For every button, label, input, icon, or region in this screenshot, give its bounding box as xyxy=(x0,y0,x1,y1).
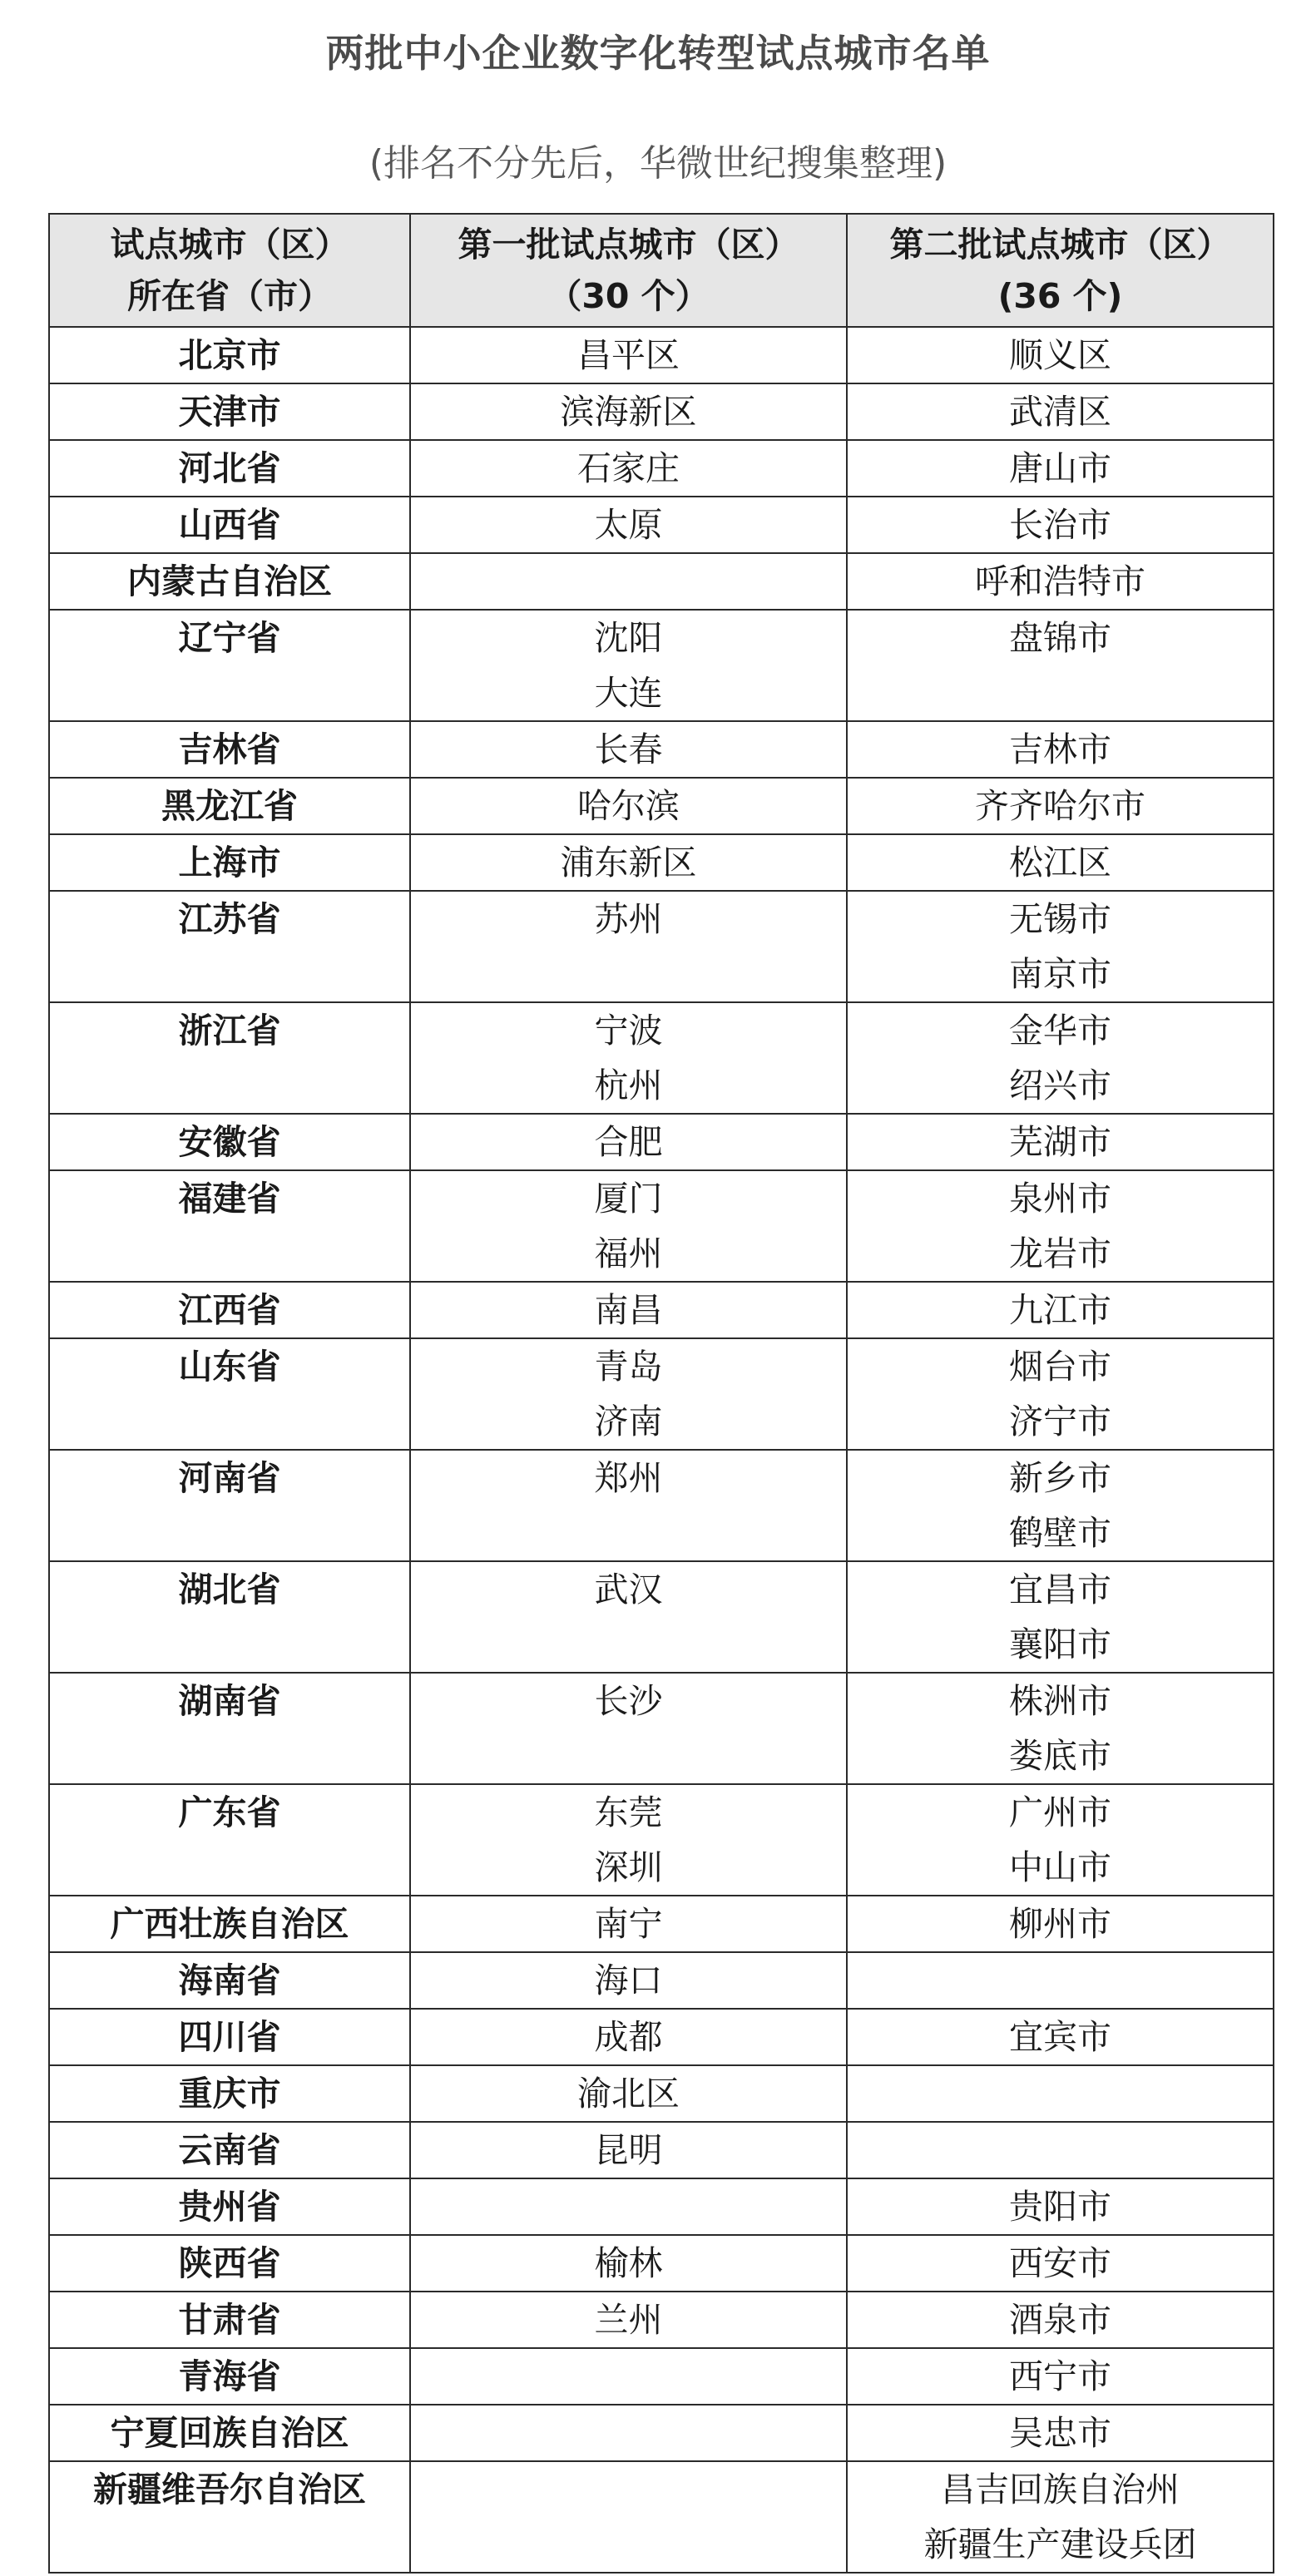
table-row xyxy=(49,2065,1274,2122)
batch-1-cell xyxy=(410,1450,847,1561)
city-name: 武清区 xyxy=(1009,392,1111,432)
batch-1-cell xyxy=(410,553,847,610)
city-name: 武汉 xyxy=(594,1570,663,1609)
province-name: 福建省 xyxy=(178,1179,281,1219)
batch-2-cell xyxy=(847,2235,1274,2292)
batch-1-cell xyxy=(410,1114,847,1170)
city-name: 西安市 xyxy=(1009,2243,1111,2283)
document-title: 两批中小企业数字化转型试点城市名单 xyxy=(325,31,991,76)
province-cell xyxy=(49,1784,410,1896)
batch-2-cell xyxy=(847,1338,1274,1450)
province-cell xyxy=(49,1282,410,1338)
batch-1-cell xyxy=(410,1002,847,1114)
city-name: 长沙 xyxy=(594,1681,663,1721)
city-name: 襄阳市 xyxy=(1009,1624,1111,1664)
empty-cell xyxy=(411,2349,846,2404)
table-row xyxy=(49,1952,1274,2009)
city-name: 西宁市 xyxy=(1009,2356,1111,2396)
batch-2-cell xyxy=(847,610,1274,721)
table-row xyxy=(49,1561,1274,1673)
province-cell xyxy=(49,2178,410,2235)
province-cell xyxy=(49,2065,410,2122)
city-name: 株洲市 xyxy=(1009,1681,1111,1721)
table-row xyxy=(49,383,1274,440)
header-province-line-1: 试点城市（区） xyxy=(110,225,349,265)
batch-1-cell xyxy=(410,2405,847,2461)
city-name: 济宁市 xyxy=(1009,1402,1111,1441)
batch-2-cell xyxy=(847,2405,1274,2461)
batch-2-cell xyxy=(847,1170,1274,1282)
table-row xyxy=(49,2461,1274,2573)
province-name: 江苏省 xyxy=(178,899,281,939)
table-row xyxy=(49,891,1274,1002)
city-name: 兰州 xyxy=(594,2300,663,2340)
empty-cell xyxy=(411,2462,846,2517)
table-row xyxy=(49,2178,1274,2235)
table-row xyxy=(49,2235,1274,2292)
province-cell xyxy=(49,2122,410,2178)
batch-1-cell xyxy=(410,327,847,383)
province-cell xyxy=(49,610,410,721)
table-row xyxy=(49,1338,1274,1450)
city-name: 宜昌市 xyxy=(1009,1570,1111,1609)
province-cell xyxy=(49,1952,410,2009)
batch-2-cell xyxy=(847,721,1274,778)
table-row xyxy=(49,834,1274,891)
city-name: 吉林市 xyxy=(1009,729,1111,769)
city-name: 济南 xyxy=(594,1402,663,1441)
province-cell xyxy=(49,721,410,778)
province-name: 天津市 xyxy=(178,392,281,432)
city-name: 娄底市 xyxy=(1009,1736,1111,1776)
empty-cell xyxy=(411,554,846,609)
province-name: 河南省 xyxy=(178,1458,281,1498)
batch-2-cell xyxy=(847,1114,1274,1170)
empty-cell xyxy=(411,2405,846,2460)
batch-1-cell xyxy=(410,2461,847,2573)
city-name: 榆林 xyxy=(594,2243,663,2283)
batch-2-cell xyxy=(847,1784,1274,1896)
province-name: 广西壮族自治区 xyxy=(110,1904,349,1944)
province-cell xyxy=(49,1114,410,1170)
city-name: 合肥 xyxy=(594,1122,663,1162)
city-name: 南宁 xyxy=(594,1904,663,1944)
city-name: 海口 xyxy=(594,1960,663,2000)
province-name: 宁夏回族自治区 xyxy=(110,2413,349,2453)
city-name: 滨海新区 xyxy=(560,392,697,432)
batch-2-cell xyxy=(847,440,1274,497)
batch-2-cell xyxy=(847,2292,1274,2348)
table-row xyxy=(49,1896,1274,1952)
province-name: 四川省 xyxy=(178,2017,281,2057)
province-name: 黑龙江省 xyxy=(161,786,298,826)
province-cell xyxy=(49,1002,410,1114)
province-name: 辽宁省 xyxy=(178,618,281,658)
city-name: 沈阳 xyxy=(594,618,663,658)
province-name: 上海市 xyxy=(178,843,281,883)
batch-1-cell xyxy=(410,721,847,778)
batch-1-cell xyxy=(410,2178,847,2235)
city-name: 广州市 xyxy=(1009,1792,1111,1832)
province-cell xyxy=(49,1170,410,1282)
city-name: 太原 xyxy=(594,505,663,545)
table-row xyxy=(49,553,1274,610)
city-name: 中山市 xyxy=(1009,1847,1111,1887)
city-name: 浦东新区 xyxy=(560,843,697,883)
province-name: 湖北省 xyxy=(178,1570,281,1609)
province-name: 海南省 xyxy=(178,1960,281,2000)
header-batch-2 xyxy=(847,214,1274,327)
city-name: 昌吉回族自治州 xyxy=(941,2470,1180,2509)
batch-2-cell xyxy=(847,2122,1274,2178)
city-name: 东莞 xyxy=(594,1792,663,1832)
batch-2-cell xyxy=(847,2178,1274,2235)
province-cell xyxy=(49,327,410,383)
empty-cell xyxy=(848,1953,1273,2008)
table-row xyxy=(49,327,1274,383)
batch-2-cell xyxy=(847,1952,1274,2009)
batch-1-cell xyxy=(410,2009,847,2065)
province-cell xyxy=(49,1561,410,1673)
province-cell xyxy=(49,1673,410,1784)
batch-2-cell xyxy=(847,891,1274,1002)
city-name: 酒泉市 xyxy=(1009,2300,1111,2340)
table-row xyxy=(49,778,1274,834)
city-name: 柳州市 xyxy=(1009,1904,1111,1944)
header-province-line-2: 所在省（市） xyxy=(127,276,332,316)
city-name: 顺义区 xyxy=(1009,335,1111,375)
header-batch-1-line-1: 第一批试点城市（区） xyxy=(458,225,799,265)
city-name: 芜湖市 xyxy=(1009,1122,1111,1162)
province-cell xyxy=(49,2461,410,2573)
province-name: 陕西省 xyxy=(178,2243,281,2283)
city-name: 唐山市 xyxy=(1009,448,1111,488)
city-name: 青岛 xyxy=(594,1347,663,1387)
batch-1-cell xyxy=(410,1170,847,1282)
city-name: 昆明 xyxy=(594,2130,663,2170)
batch-1-cell xyxy=(410,610,847,721)
batch-1-cell xyxy=(410,1896,847,1952)
province-cell xyxy=(49,2235,410,2292)
city-name: 泉州市 xyxy=(1009,1179,1111,1219)
city-name: 成都 xyxy=(594,2017,663,2057)
city-name: 贵阳市 xyxy=(1009,2187,1111,2227)
province-name: 湖南省 xyxy=(178,1681,281,1721)
city-name: 吴忠市 xyxy=(1009,2413,1111,2453)
province-name: 重庆市 xyxy=(178,2074,281,2114)
province-name: 山西省 xyxy=(178,505,281,545)
table-row xyxy=(49,2009,1274,2065)
batch-1-cell xyxy=(410,2348,847,2405)
batch-1-cell xyxy=(410,440,847,497)
province-name: 青海省 xyxy=(178,2356,281,2396)
province-name: 河北省 xyxy=(178,448,281,488)
province-cell xyxy=(49,440,410,497)
province-cell xyxy=(49,2292,410,2348)
table-row xyxy=(49,1114,1274,1170)
table-row xyxy=(49,1673,1274,1784)
city-name: 昌平区 xyxy=(577,335,680,375)
city-name: 宁波 xyxy=(594,1011,663,1051)
city-name: 齐齐哈尔市 xyxy=(975,786,1145,826)
batch-1-cell xyxy=(410,2292,847,2348)
province-cell xyxy=(49,2348,410,2405)
batch-2-cell xyxy=(847,2461,1274,2573)
province-name: 贵州省 xyxy=(178,2187,281,2227)
city-name: 大连 xyxy=(594,673,663,713)
city-name: 郑州 xyxy=(594,1458,663,1498)
city-name: 南京市 xyxy=(1009,954,1111,994)
empty-cell xyxy=(848,2123,1273,2178)
province-cell xyxy=(49,1896,410,1952)
province-name: 云南省 xyxy=(178,2130,281,2170)
batch-2-cell xyxy=(847,383,1274,440)
batch-1-cell xyxy=(410,1952,847,2009)
province-name: 安徽省 xyxy=(178,1122,281,1162)
empty-cell xyxy=(411,2179,846,2234)
batch-2-cell xyxy=(847,1561,1274,1673)
city-name: 九江市 xyxy=(1009,1290,1111,1330)
batch-2-cell xyxy=(847,1896,1274,1952)
province-cell xyxy=(49,553,410,610)
batch-1-cell xyxy=(410,1673,847,1784)
table-row xyxy=(49,1002,1274,1114)
table-row xyxy=(49,1450,1274,1561)
city-name: 松江区 xyxy=(1009,843,1111,883)
province-cell xyxy=(49,2405,410,2461)
city-name: 宜宾市 xyxy=(1009,2017,1111,2057)
batch-2-cell xyxy=(847,778,1274,834)
province-name: 内蒙古自治区 xyxy=(127,561,332,601)
table-body xyxy=(49,327,1274,2573)
header-province xyxy=(49,214,410,327)
province-cell xyxy=(49,834,410,891)
city-name: 金华市 xyxy=(1009,1011,1111,1051)
header-batch-1 xyxy=(410,214,847,327)
table-row xyxy=(49,1282,1274,1338)
table-row xyxy=(49,2292,1274,2348)
batch-1-cell xyxy=(410,2065,847,2122)
city-name: 新乡市 xyxy=(1009,1458,1111,1498)
batch-1-cell xyxy=(410,2235,847,2292)
table-row xyxy=(49,610,1274,721)
province-name: 甘肃省 xyxy=(178,2300,281,2340)
province-name: 北京市 xyxy=(178,335,281,375)
batch-1-cell xyxy=(410,1282,847,1338)
city-name: 呼和浩特市 xyxy=(975,561,1145,601)
city-name: 新疆生产建设兵团 xyxy=(923,2524,1197,2564)
city-name: 深圳 xyxy=(594,1847,663,1887)
city-name: 长治市 xyxy=(1009,505,1111,545)
header-batch-2-line-2: (36 个) xyxy=(997,276,1123,316)
batch-1-cell xyxy=(410,778,847,834)
province-cell xyxy=(49,2009,410,2065)
table-row xyxy=(49,440,1274,497)
batch-2-cell xyxy=(847,2348,1274,2405)
batch-2-cell xyxy=(847,834,1274,891)
city-name: 渝北区 xyxy=(577,2074,680,2114)
document-subtitle: (排名不分先后，华微世纪搜集整理) xyxy=(369,142,947,185)
batch-1-cell xyxy=(410,383,847,440)
city-name: 烟台市 xyxy=(1009,1347,1111,1387)
city-name: 龙岩市 xyxy=(1009,1234,1111,1273)
city-name: 哈尔滨 xyxy=(577,786,680,826)
city-name: 石家庄 xyxy=(577,448,680,488)
batch-1-cell xyxy=(410,1338,847,1450)
batch-2-cell xyxy=(847,327,1274,383)
header-batch-1-line-2: （30 个） xyxy=(547,276,710,316)
batch-2-cell xyxy=(847,1282,1274,1338)
batch-1-cell xyxy=(410,891,847,1002)
batch-2-cell xyxy=(847,1002,1274,1114)
batch-2-cell xyxy=(847,553,1274,610)
empty-cell xyxy=(848,2066,1273,2121)
batch-2-cell xyxy=(847,1450,1274,1561)
province-name: 山东省 xyxy=(178,1347,281,1387)
batch-1-cell xyxy=(410,1784,847,1896)
pilot-cities-table xyxy=(48,213,1274,2574)
province-cell xyxy=(49,891,410,1002)
batch-2-cell xyxy=(847,1673,1274,1784)
province-cell xyxy=(49,778,410,834)
table-row xyxy=(49,1784,1274,1896)
city-name: 杭州 xyxy=(594,1066,663,1105)
city-name: 南昌 xyxy=(594,1290,663,1330)
province-cell xyxy=(49,497,410,553)
table-header-row xyxy=(49,214,1274,327)
batch-2-cell xyxy=(847,2065,1274,2122)
table-row xyxy=(49,2348,1274,2405)
province-cell xyxy=(49,1338,410,1450)
header-batch-2-line-1: 第二批试点城市（区） xyxy=(889,225,1231,265)
province-name: 广东省 xyxy=(178,1792,281,1832)
city-name: 无锡市 xyxy=(1009,899,1111,939)
province-name: 吉林省 xyxy=(178,729,281,769)
batch-1-cell xyxy=(410,1561,847,1673)
batch-2-cell xyxy=(847,2009,1274,2065)
city-name: 绍兴市 xyxy=(1009,1066,1111,1105)
city-name: 苏州 xyxy=(594,899,663,939)
province-cell xyxy=(49,1450,410,1561)
batch-1-cell xyxy=(410,2122,847,2178)
city-name: 盘锦市 xyxy=(1009,618,1111,658)
province-name: 新疆维吾尔自治区 xyxy=(93,2470,366,2509)
table-row xyxy=(49,721,1274,778)
province-name: 江西省 xyxy=(178,1290,281,1330)
table-row xyxy=(49,2405,1274,2461)
city-name: 长春 xyxy=(594,729,663,769)
table-row xyxy=(49,2122,1274,2178)
city-name: 鹤壁市 xyxy=(1009,1513,1111,1553)
table-row xyxy=(49,1170,1274,1282)
batch-1-cell xyxy=(410,497,847,553)
city-name: 厦门 xyxy=(594,1179,663,1219)
city-name: 福州 xyxy=(594,1234,663,1273)
batch-2-cell xyxy=(847,497,1274,553)
province-cell xyxy=(49,383,410,440)
table-row xyxy=(49,497,1274,553)
batch-1-cell xyxy=(410,834,847,891)
province-name: 浙江省 xyxy=(178,1011,281,1051)
